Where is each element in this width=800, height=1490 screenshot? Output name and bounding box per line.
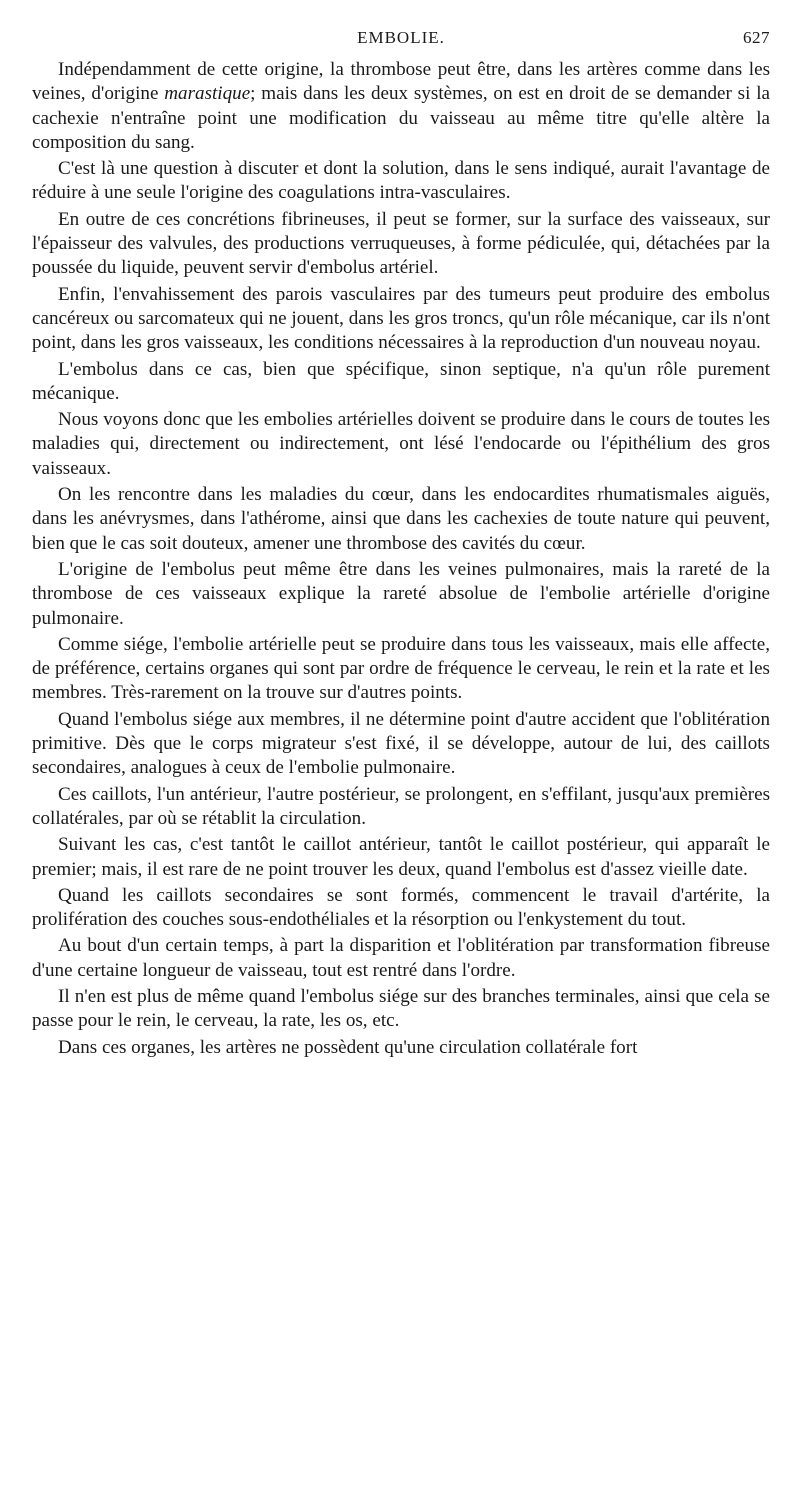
- page-header: [32, 22, 770, 48]
- page-number: 627: [743, 28, 770, 47]
- body-text: [32, 58, 770, 1060]
- paragraph-arterite: [32, 884, 770, 933]
- paragraph-text: Ces caillots, l'un antérieur, l'autre postérieur, se prolongent, en s'effilant, jusqu'aux premières collatérales, par où se rétablit la circulation.: [32, 783, 770, 829]
- paragraph-text: Il n'en est plus de même quand l'embolus siége sur des branches terminales, ainsi que cela se passe pour le rein, le cerveau, la rate, les os, etc.: [32, 985, 770, 1032]
- paragraph-concretions: [32, 208, 770, 281]
- paragraph-text: Quand l'embolus siége aux membres, il ne détermine point d'autre accident que l'oblitération primitive. Dès que le corps migrateur s'est fixé, il se développe, autour de lui, des caillots secondaires, analogues à ceux de l'embolie pulmonaire.: [32, 708, 770, 779]
- paragraph-branches-terminales: [32, 985, 770, 1034]
- paragraph-text: Dans ces organes, les artères ne possèdent qu'une circulation collatérale fort: [58, 1036, 638, 1058]
- paragraph-text: En outre de ces concrétions fibrineuses, il peut se former, sur la surface des vaisseaux, sur l'épaisseur des valvules, des productions verruqueuses, à forme pédiculée, qui, détachées par la poussée du liquide, peuvent servir d'embolus artériel.: [32, 208, 770, 279]
- paragraph-text: L'embolus dans ce cas, bien que spécifique, sinon septique, n'a qu'un rôle purement mécanique.: [32, 358, 770, 404]
- paragraph-organes: [32, 1036, 770, 1060]
- running-title: EMBOLIE.: [357, 28, 445, 47]
- paragraph-text: Suivant les cas, c'est tantôt le caillot antérieur, tantôt le caillot postérieur, qui apparaît le premier; mais, il est rare de ne point trouver les deux, quand l'embolus est d'assez vieille date.: [32, 834, 770, 880]
- paragraph-role-mecanique: [32, 358, 770, 407]
- paragraph-text: C'est là une question à discuter et dont la solution, dans le sens indiqué, aurait l'avantage de réduire à une seule l'origine des coagulations intra-vasculaires.: [32, 158, 770, 204]
- paragraph-text: Indépendamment de cette origine, la thrombose peut être, dans les artères comme dans les veines, d'origine marastique; mais dans les deux systèmes, on est en droit de se demander si la cachexie n'entraîne point une modification du vaisseau au même titre qu'elle altère la composition du sang.: [32, 59, 771, 153]
- paragraph-siege: [32, 633, 770, 706]
- paragraph-tumeurs: [32, 283, 770, 356]
- paragraph-text: Enfin, l'envahissement des parois vasculaires par des tumeurs peut produire des embolus cancéreux ou sarcomateux qui ne jouent, dans les gros troncs, qu'un rôle mécanique, car ils n'ont point, dans les gros vaisseaux, les conditions nécessaires à la reproduction d'un nouveau noyau.: [32, 283, 770, 354]
- paragraph-question: [32, 157, 770, 206]
- paragraph-suivant-les-cas: [32, 833, 770, 882]
- paragraph-membres: [32, 708, 770, 781]
- paragraph-embolies-arterielles: [32, 408, 770, 481]
- paragraph-text: Comme siége, l'embolie artérielle peut se produire dans tous les vaisseaux, mais elle affecte, de préférence, certains organes qui sont par ordre de fréquence le cerveau, le rein et la rate et les membres. Très-rarement on la trouve sur d'autres points.: [32, 633, 770, 704]
- paragraph-text: Quand les caillots secondaires se sont formés, commencent le travail d'artérite, la prolifération des couches sous-endothéliales et la résorption ou l'enkystement du tout.: [32, 884, 770, 931]
- paragraph-text: Nous voyons donc que les embolies artérielles doivent se produire dans le cours de toutes les maladies qui, directement ou indirectement, ont lésé l'endocarde ou l'épithélium des gros vaisseaux.: [32, 409, 770, 479]
- paragraph-text: On les rencontre dans les maladies du cœur, dans les endocardites rhumatismales aiguës, dans les anévrysmes, dans l'athérome, ainsi que dans les cachexies de toute nature qui peuvent, bien que le cas soit douteux, amener une thrombose des cavités du cœur.: [32, 484, 770, 554]
- paragraph-caillots: [32, 783, 770, 832]
- paragraph-text: Au bout d'un certain temps, à part la disparition et l'oblitération par transformation fibreuse d'une certaine longueur de vaisseau, tout est rentré dans l'ordre.: [32, 935, 770, 981]
- paragraph-ordre: [32, 934, 770, 983]
- book-page: [32, 22, 770, 1062]
- paragraph-origin-thrombose: [32, 58, 770, 155]
- paragraph-maladies-coeur: [32, 483, 770, 556]
- paragraph-text: L'origine de l'embolus peut même être dans les veines pulmonaires, mais la rareté de la thrombose de ces vaisseaux explique la rareté absolue de l'embolie artérielle d'origine pulmonaire.: [32, 558, 770, 629]
- paragraph-veines-pulmonaires: [32, 558, 770, 631]
